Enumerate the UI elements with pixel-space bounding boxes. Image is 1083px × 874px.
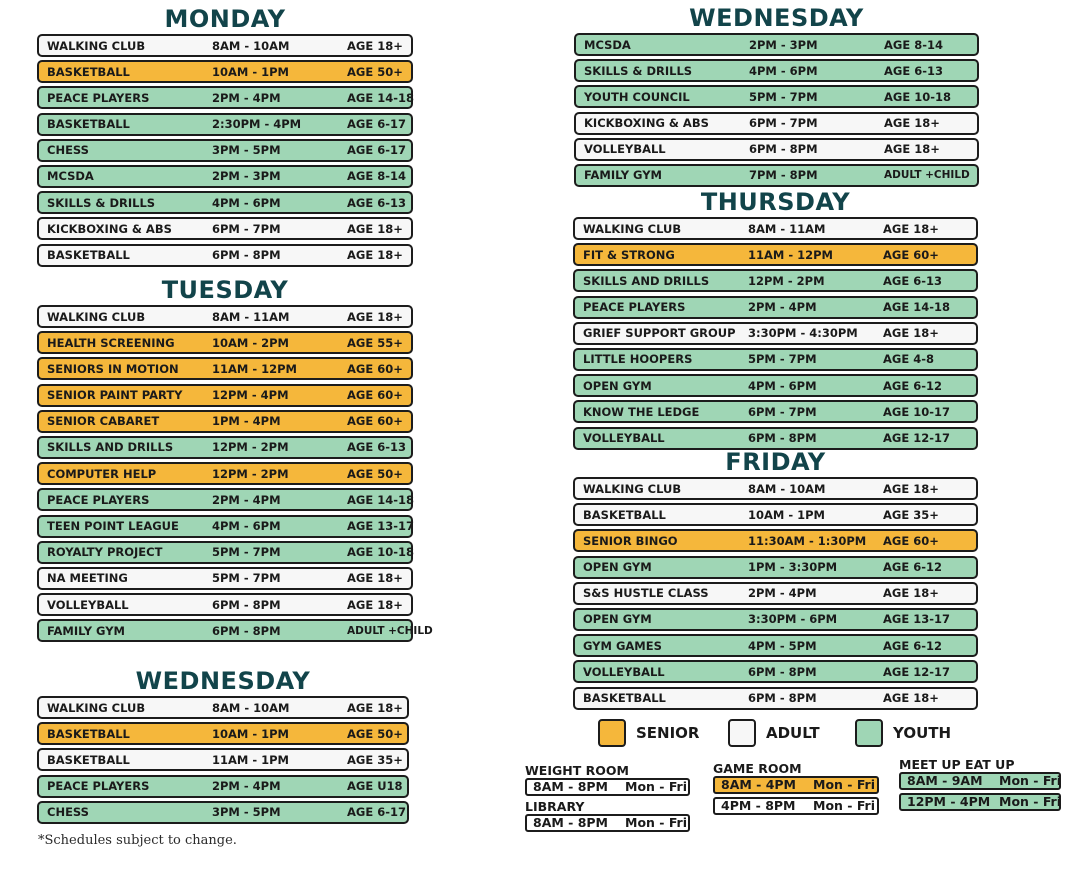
activity-time: 4PM - 6PM [749,63,818,78]
activity-age: AGE 18+ [884,116,940,131]
weight-room-block [525,763,690,835]
game-room-time: 8AM - 4PM [721,777,796,792]
schedule-row [574,59,979,82]
schedule-row [37,217,413,240]
schedule-row [573,427,978,450]
schedule-row [573,608,978,631]
activity-name: KICKBOXING & ABS [584,116,709,131]
activity-name: SENIOR BINGO [583,533,678,548]
schedule-row [573,348,978,371]
game-room-time: 4PM - 8PM [721,798,796,813]
activity-time: 2PM - 4PM [212,492,281,507]
wednesday-left-title: WEDNESDAY [135,667,311,695]
activity-age: AGE 18+ [347,248,403,262]
schedule-row [37,165,413,188]
friday-title: FRIDAY [725,448,826,476]
thursday-section [573,189,978,453]
schedule-row [574,138,979,161]
activity-time: 8AM - 10AM [212,38,290,53]
monday-rows [37,34,413,267]
activity-age: AGE 6-17 [347,805,406,820]
legend-youth-label: YOUTH [893,724,952,742]
activity-age: AGE 6-13 [883,273,942,288]
activity-age: AGE 18+ [883,586,939,601]
activity-age: AGE 10-17 [883,404,950,419]
activity-age: AGE 35+ [347,752,403,767]
schedule-row [37,593,413,616]
activity-name: BASKETBALL [47,726,130,741]
schedule-row [37,801,409,824]
activity-time: 8AM - 10AM [748,481,826,496]
activity-name: VOLLEYBALL [584,142,666,157]
schedule-row [574,164,979,187]
schedule-row [37,384,413,407]
tuesday-title: TUESDAY [161,276,289,304]
activity-name: WALKING CLUB [47,38,146,53]
schedule-row [37,60,413,83]
activity-age: AGE 18+ [347,597,403,612]
activity-name: BASKETBALL [47,64,130,79]
legend-senior [598,719,700,747]
activity-name: SKILLS & DRILLS [47,195,156,210]
activity-age: AGE 14-18 [347,492,414,507]
activity-name: KNOW THE LEDGE [583,404,700,419]
activity-time: 8AM - 11AM [748,221,826,236]
activity-name: MCSDA [584,37,631,52]
activity-age: AGE 50+ [347,64,403,79]
activity-name: BASKETBALL [583,507,666,522]
activity-time: 12PM - 2PM [212,440,289,455]
activity-name: NA MEETING [47,571,128,586]
activity-name: PEACE PLAYERS [47,492,150,507]
schedule-row [573,269,978,292]
game-room-title: GAME ROOM [713,761,802,776]
activity-name: BASKETBALL [47,117,130,132]
activity-name: GYM GAMES [583,638,662,653]
activity-name: CHESS [47,143,89,158]
activity-name: FIT & STRONG [583,247,675,262]
game-room-hours-row [713,776,879,794]
activity-age: AGE 6-13 [884,63,943,78]
activity-name: VOLLEYBALL [583,664,665,679]
activity-time: 5PM - 7PM [749,89,818,104]
activity-name: OPEN GYM [583,378,652,393]
game-room-days: Mon - Fri [813,777,876,792]
library-time: 8AM - 8PM [533,815,608,830]
youth-swatch [855,719,883,747]
schedule-row [37,515,413,538]
activity-name: WALKING CLUB [47,700,146,715]
schedule-row [37,305,413,328]
activity-name: TEEN POINT LEAGUE [47,519,179,533]
activity-time: 2:30PM - 4PM [212,117,302,132]
schedule-row [37,436,413,459]
activity-name: PEACE PLAYERS [47,779,150,794]
schedule-row [37,748,409,771]
activity-name: BASKETBALL [47,752,130,767]
activity-name: BASKETBALL [583,691,666,705]
activity-age: AGE 6-12 [883,560,942,575]
footnote: *Schedules subject to change. [38,833,237,848]
schedule-row [37,696,409,719]
activity-time: 8AM - 10AM [212,700,290,715]
activity-age: AGE 18+ [347,221,403,236]
activity-time: 2PM - 4PM [748,300,817,315]
activity-name: SENIOR PAINT PARTY [47,388,183,403]
schedule-row [37,541,413,564]
weight-room-days: Mon - Fri [625,779,688,794]
activity-time: 12PM - 2PM [212,466,289,481]
activity-time: 1PM - 4PM [212,414,281,429]
activity-name: BASKETBALL [47,248,130,262]
schedule-row [574,85,979,108]
activity-time: 2PM - 3PM [212,169,281,184]
activity-name: WALKING CLUB [583,221,682,236]
activity-time: 3:30PM - 6PM [748,612,838,627]
activity-time: 6PM - 8PM [748,431,817,445]
activity-age: AGE 18+ [347,38,403,53]
schedule-row [573,556,978,579]
activity-name: YOUTH COUNCIL [584,89,690,104]
activity-time: 2PM - 3PM [749,37,818,52]
schedule-row [37,462,413,485]
schedule-row [574,112,979,135]
legend-adult-label: ADULT [766,724,820,742]
activity-time: 11AM - 12PM [212,361,298,376]
activity-time: 11:30AM - 1:30PM [748,533,867,548]
activity-time: 6PM - 8PM [212,623,281,638]
activity-name: KICKBOXING & ABS [47,221,172,236]
activity-age: AGE 18+ [883,221,939,236]
activity-time: 3PM - 5PM [212,143,281,158]
tuesday-rows [37,305,433,642]
activity-time: 4PM - 6PM [212,195,281,210]
legend-youth [855,719,951,747]
activity-name: LITTLE HOOPERS [583,352,693,367]
activity-age: AGE 8-14 [347,169,406,184]
activity-name: FAMILY GYM [584,168,662,183]
schedule-row [573,243,978,266]
meet-up-time: 12PM - 4PM [907,794,991,809]
schedule-row [573,322,978,345]
schedule-row [37,410,413,433]
activity-age: AGE 18+ [883,326,939,341]
activity-age: AGE 6-13 [347,440,406,455]
activity-time: 3PM - 5PM [212,805,281,820]
wednesday-left-section [37,668,409,827]
activity-age: AGE 50+ [347,726,403,741]
activity-time: 6PM - 7PM [749,116,818,131]
weight-room-time: 8AM - 8PM [533,779,608,794]
activity-time: 10AM - 1PM [212,726,290,741]
activity-time: 10AM - 1PM [748,507,826,522]
thursday-rows [573,217,978,450]
activity-age: ADULT +CHILD [884,169,970,182]
activity-age: AGE 8-14 [884,37,943,52]
activity-age: AGE 13-17 [347,519,414,533]
wednesday-right-rows [574,33,979,187]
activity-time: 4PM - 5PM [748,638,817,653]
activity-age: AGE 6-17 [347,117,406,132]
activity-time: 4PM - 6PM [212,519,281,533]
activity-age: AGE 60+ [883,247,939,262]
schedule-row [37,619,433,642]
activity-age: AGE 18+ [883,691,939,705]
activity-age: AGE 13-17 [883,612,950,627]
activity-name: HEALTH SCREENING [47,335,175,350]
legend-senior-label: SENIOR [636,724,700,742]
activity-name: SKILLS & DRILLS [584,63,693,78]
activity-age: AGE 6-13 [347,195,406,210]
wednesday-left-rows [37,696,409,824]
activity-time: 10AM - 2PM [212,335,290,350]
activity-age: AGE 10-18 [884,89,951,104]
activity-time: 11AM - 12PM [748,247,834,262]
schedule-row [37,244,413,267]
schedule-row [37,488,413,511]
legend [598,719,1058,751]
activity-time: 2PM - 4PM [212,779,281,794]
activity-time: 7PM - 8PM [749,168,818,183]
activity-name: GRIEF SUPPORT GROUP [583,326,736,341]
activity-name: VOLLEYBALL [583,431,665,445]
legend-adult [728,719,820,747]
weight-room-hours [525,778,690,796]
activity-age: AGE 35+ [883,507,939,522]
activity-time: 5PM - 7PM [212,571,281,586]
adult-swatch [728,719,756,747]
activity-name: PEACE PLAYERS [583,300,686,315]
activity-age: AGE 18+ [347,700,403,715]
activity-name: S&S HUSTLE CLASS [583,586,709,601]
activity-time: 6PM - 8PM [748,691,817,705]
activity-name: OPEN GYM [583,612,652,627]
activity-time: 6PM - 7PM [212,221,281,236]
meet-up-time: 8AM - 9AM [907,773,983,788]
activity-time: 3:30PM - 4:30PM [748,326,858,341]
schedule-row [37,331,413,354]
schedule-row [573,582,978,605]
activity-name: WALKING CLUB [47,309,146,324]
schedule-row [573,296,978,319]
meet-up-title: MEET UP EAT UP [899,757,1015,772]
activity-name: SENIORS IN MOTION [47,361,179,376]
activity-time: 5PM - 7PM [212,545,281,560]
activity-name: FAMILY GYM [47,623,125,638]
activity-age: AGE 12-17 [883,431,950,445]
activity-name: SKILLS AND DRILLS [47,440,174,455]
friday-rows [573,477,978,710]
schedule-row [37,139,413,162]
activity-time: 6PM - 8PM [749,142,818,157]
activity-name: VOLLEYBALL [47,597,129,612]
schedule-row [37,113,413,136]
meet-up-hours-row [899,793,1061,811]
monday-section [37,6,413,270]
schedule-row [37,722,409,745]
activity-age: AGE 14-18 [883,300,950,315]
meet-up-days: Mon - Fri [999,773,1062,788]
schedule-row [573,503,978,526]
tuesday-section [37,276,433,645]
schedule-row [573,634,978,657]
activity-age: AGE 4-8 [883,352,934,367]
activity-time: 5PM - 7PM [748,352,817,367]
schedule-row [573,217,978,240]
activity-name: CHESS [47,805,89,820]
schedule-row [573,529,978,552]
activity-name: PEACE PLAYERS [47,90,150,105]
monday-title: MONDAY [164,5,286,33]
activity-age: AGE 18+ [883,481,939,496]
activity-time: 10AM - 1PM [212,64,290,79]
activity-time: 6PM - 8PM [748,664,817,679]
activity-name: MCSDA [47,169,94,184]
library-hours [525,814,690,832]
meet-up-days: Mon - Fri [999,794,1062,809]
activity-name: COMPUTER HELP [47,466,157,481]
activity-name: ROYALTY PROJECT [47,545,163,560]
activity-age: AGE 6-12 [883,378,942,393]
activity-age: AGE 50+ [347,466,403,481]
activity-time: 1PM - 3:30PM [748,560,838,575]
schedule-row [37,775,409,798]
activity-age: AGE 6-12 [883,638,942,653]
meet-up-block [899,757,1061,814]
activity-age: AGE 18+ [884,142,940,157]
schedule-row [37,567,413,590]
activity-age: ADULT +CHILD [347,624,433,637]
activity-name: SKILLS AND DRILLS [583,273,710,288]
activity-time: 12PM - 4PM [212,388,289,403]
schedule-row [37,191,413,214]
activity-time: 2PM - 4PM [212,90,281,105]
library-days: Mon - Fri [625,815,688,830]
activity-age: AGE 12-17 [883,664,950,679]
schedule-row [573,660,978,683]
activity-age: AGE 18+ [347,571,403,586]
activity-age: AGE 18+ [347,309,403,324]
friday-section [573,449,978,713]
game-room-hours-row [713,797,879,815]
activity-name: WALKING CLUB [583,481,682,496]
schedule-row [37,86,413,109]
schedule-row [573,400,978,423]
wednesday-right-section [574,5,979,190]
activity-time: 6PM - 7PM [748,404,817,419]
schedule-row [37,34,413,57]
activity-time: 6PM - 8PM [212,597,281,612]
schedule-row [574,33,979,56]
library-title: LIBRARY [525,799,585,814]
game-room-days: Mon - Fri [813,798,876,813]
schedule-row [573,477,978,500]
activity-time: 12PM - 2PM [748,273,825,288]
senior-swatch [598,719,626,747]
activity-name: OPEN GYM [583,560,652,575]
thursday-title: THURSDAY [700,188,851,216]
activity-age: AGE 55+ [347,335,403,350]
activity-age: AGE 60+ [347,361,403,376]
activity-age: AGE 60+ [347,414,403,429]
activity-time: 6PM - 8PM [212,248,281,262]
activity-age: AGE 10-18 [347,545,414,560]
activity-age: AGE 6-17 [347,143,406,158]
wednesday-right-title: WEDNESDAY [689,4,864,32]
activity-age: AGE U18 [347,779,403,794]
schedule-row [37,357,413,380]
activity-age: AGE 14-18 [347,90,414,105]
game-room-block [713,761,879,818]
activity-age: AGE 60+ [347,388,403,403]
meet-up-hours-row [899,772,1061,790]
activity-time: 2PM - 4PM [748,586,817,601]
activity-age: AGE 60+ [883,533,939,548]
schedule-row [573,687,978,710]
activity-time: 8AM - 11AM [212,309,290,324]
activity-name: SENIOR CABARET [47,414,160,429]
activity-time: 11AM - 1PM [212,752,290,767]
schedule-row [573,374,978,397]
weight-room-title: WEIGHT ROOM [525,763,629,778]
activity-time: 4PM - 6PM [748,378,817,393]
